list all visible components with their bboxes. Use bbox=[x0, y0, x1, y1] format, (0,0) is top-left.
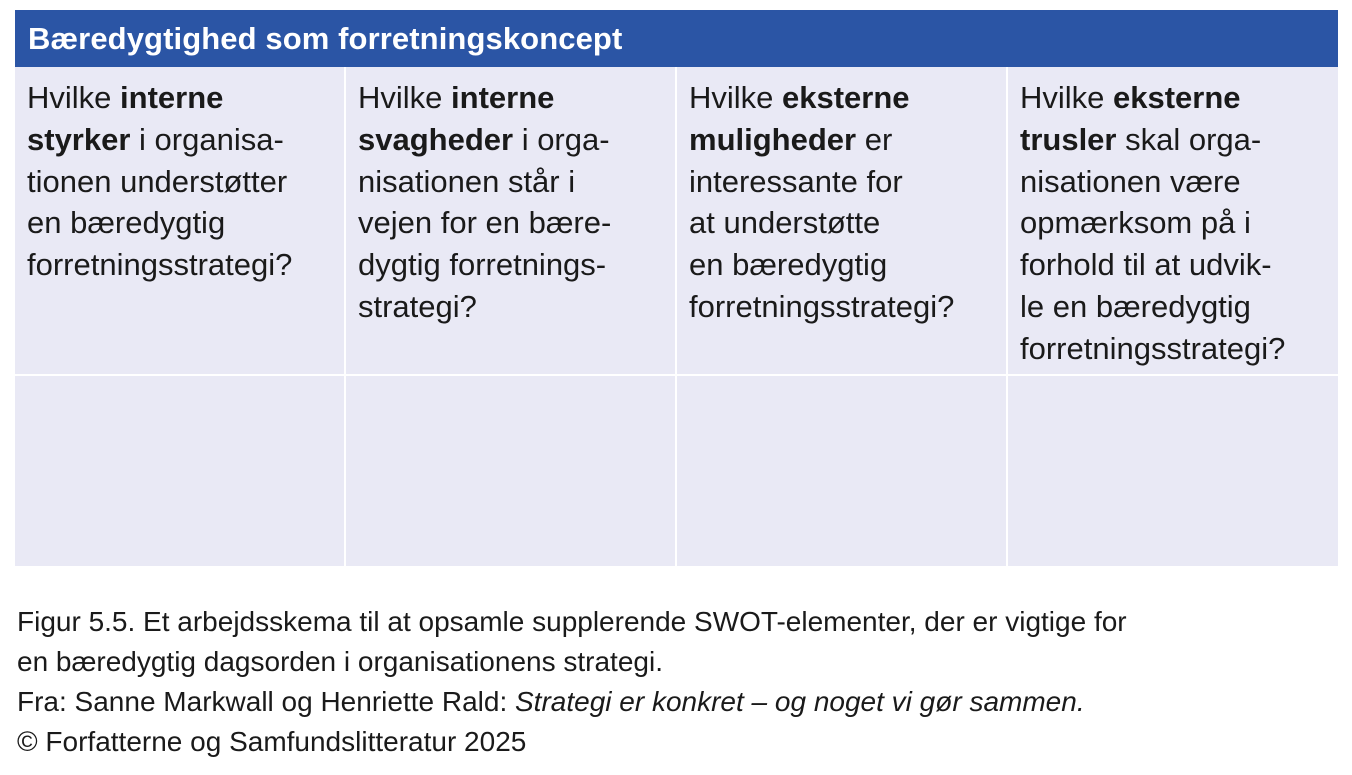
question-line bbox=[27, 202, 334, 244]
question-text: Hvilke bbox=[1020, 80, 1114, 115]
question-opportunities bbox=[677, 67, 1006, 374]
question-text: dygtig forretnings- bbox=[358, 247, 607, 283]
question-text: interessante for bbox=[689, 163, 903, 199]
question-text: forretningsstrategi? bbox=[689, 288, 955, 324]
question-text: nisationen står i bbox=[358, 163, 576, 199]
question-text: vejen for en bære- bbox=[358, 205, 612, 241]
caption-line-1: Figur 5.5. Et arbejdsskema til at opsamle supplerende SWOT-elementer, der er vigtige for bbox=[17, 606, 1127, 637]
question-keyword: styrker bbox=[27, 121, 131, 157]
question-text: en bæredygtig bbox=[689, 247, 888, 283]
question-text: er bbox=[856, 121, 893, 157]
caption-book-title: Strategi er konkret – og noget vi gør sammen. bbox=[515, 686, 1085, 717]
question-line bbox=[689, 161, 996, 203]
question-text: strategi? bbox=[358, 288, 477, 324]
question-text: at understøtte bbox=[689, 205, 881, 241]
question-text: i organisa- bbox=[130, 121, 284, 157]
question-line bbox=[1020, 161, 1328, 203]
question-line bbox=[1020, 77, 1328, 119]
question-line bbox=[1020, 202, 1328, 244]
question-line bbox=[27, 244, 334, 286]
question-text: tionen understøtter bbox=[27, 163, 288, 199]
question-text: forhold til at udvik- bbox=[1020, 247, 1272, 283]
question-text: le en bæredygtig bbox=[1020, 288, 1251, 324]
question-line bbox=[689, 286, 996, 328]
figure-caption bbox=[17, 602, 1127, 762]
question-line bbox=[689, 244, 996, 286]
question-line bbox=[27, 77, 334, 119]
question-strengths bbox=[15, 67, 344, 374]
question-line bbox=[358, 286, 665, 328]
question-text: Hvilke bbox=[689, 80, 783, 115]
question-line bbox=[358, 202, 665, 244]
question-keyword: eksterne bbox=[782, 80, 910, 115]
question-threats bbox=[1008, 67, 1338, 374]
question-keyword: interne bbox=[120, 80, 224, 115]
question-line bbox=[358, 77, 665, 119]
swot-worksheet-table bbox=[15, 10, 1338, 566]
question-text: opmærksom på i bbox=[1020, 205, 1251, 241]
question-text: nisationen være bbox=[1020, 163, 1241, 199]
question-keyword: interne bbox=[451, 80, 555, 115]
question-text: i orga- bbox=[513, 121, 610, 157]
question-line bbox=[689, 119, 996, 161]
question-weaknesses bbox=[346, 67, 675, 374]
question-line bbox=[358, 244, 665, 286]
question-line bbox=[1020, 119, 1328, 161]
question-text: Hvilke bbox=[27, 80, 121, 115]
question-text: skal orga- bbox=[1116, 121, 1262, 157]
question-line bbox=[27, 161, 334, 203]
question-line bbox=[27, 119, 334, 161]
caption-source-line bbox=[17, 682, 1127, 722]
answer-cell-threats bbox=[1008, 376, 1338, 566]
question-keyword: eksterne bbox=[1113, 80, 1241, 115]
question-line bbox=[1020, 244, 1328, 286]
answer-cell-weaknesses bbox=[346, 376, 675, 566]
question-keyword: muligheder bbox=[689, 121, 857, 157]
question-keyword: svagheder bbox=[358, 121, 514, 157]
question-keyword: trusler bbox=[1020, 121, 1117, 157]
question-line bbox=[358, 119, 665, 161]
question-line bbox=[1020, 328, 1328, 370]
answer-cell-strengths bbox=[15, 376, 344, 566]
caption-line-2: en bæredygtig dagsorden i organisationens strategi. bbox=[17, 646, 663, 677]
question-line bbox=[689, 202, 996, 244]
question-line bbox=[689, 77, 996, 119]
question-text: en bæredygtig bbox=[27, 205, 226, 241]
question-line bbox=[1020, 286, 1328, 328]
question-text: forretningsstrategi? bbox=[27, 247, 293, 283]
worksheet-grid bbox=[15, 67, 1338, 566]
question-line bbox=[358, 161, 665, 203]
caption-copyright: © Forfatterne og Samfundslitteratur 2025 bbox=[17, 726, 527, 757]
question-text: forretningsstrategi? bbox=[1020, 330, 1286, 366]
caption-source-prefix: Fra: Sanne Markwall og Henriette Rald: bbox=[17, 686, 515, 717]
answer-cell-opportunities bbox=[677, 376, 1006, 566]
question-text: Hvilke bbox=[358, 80, 452, 115]
table-title: Bæredygtighed som forretningskoncept bbox=[15, 10, 1338, 67]
